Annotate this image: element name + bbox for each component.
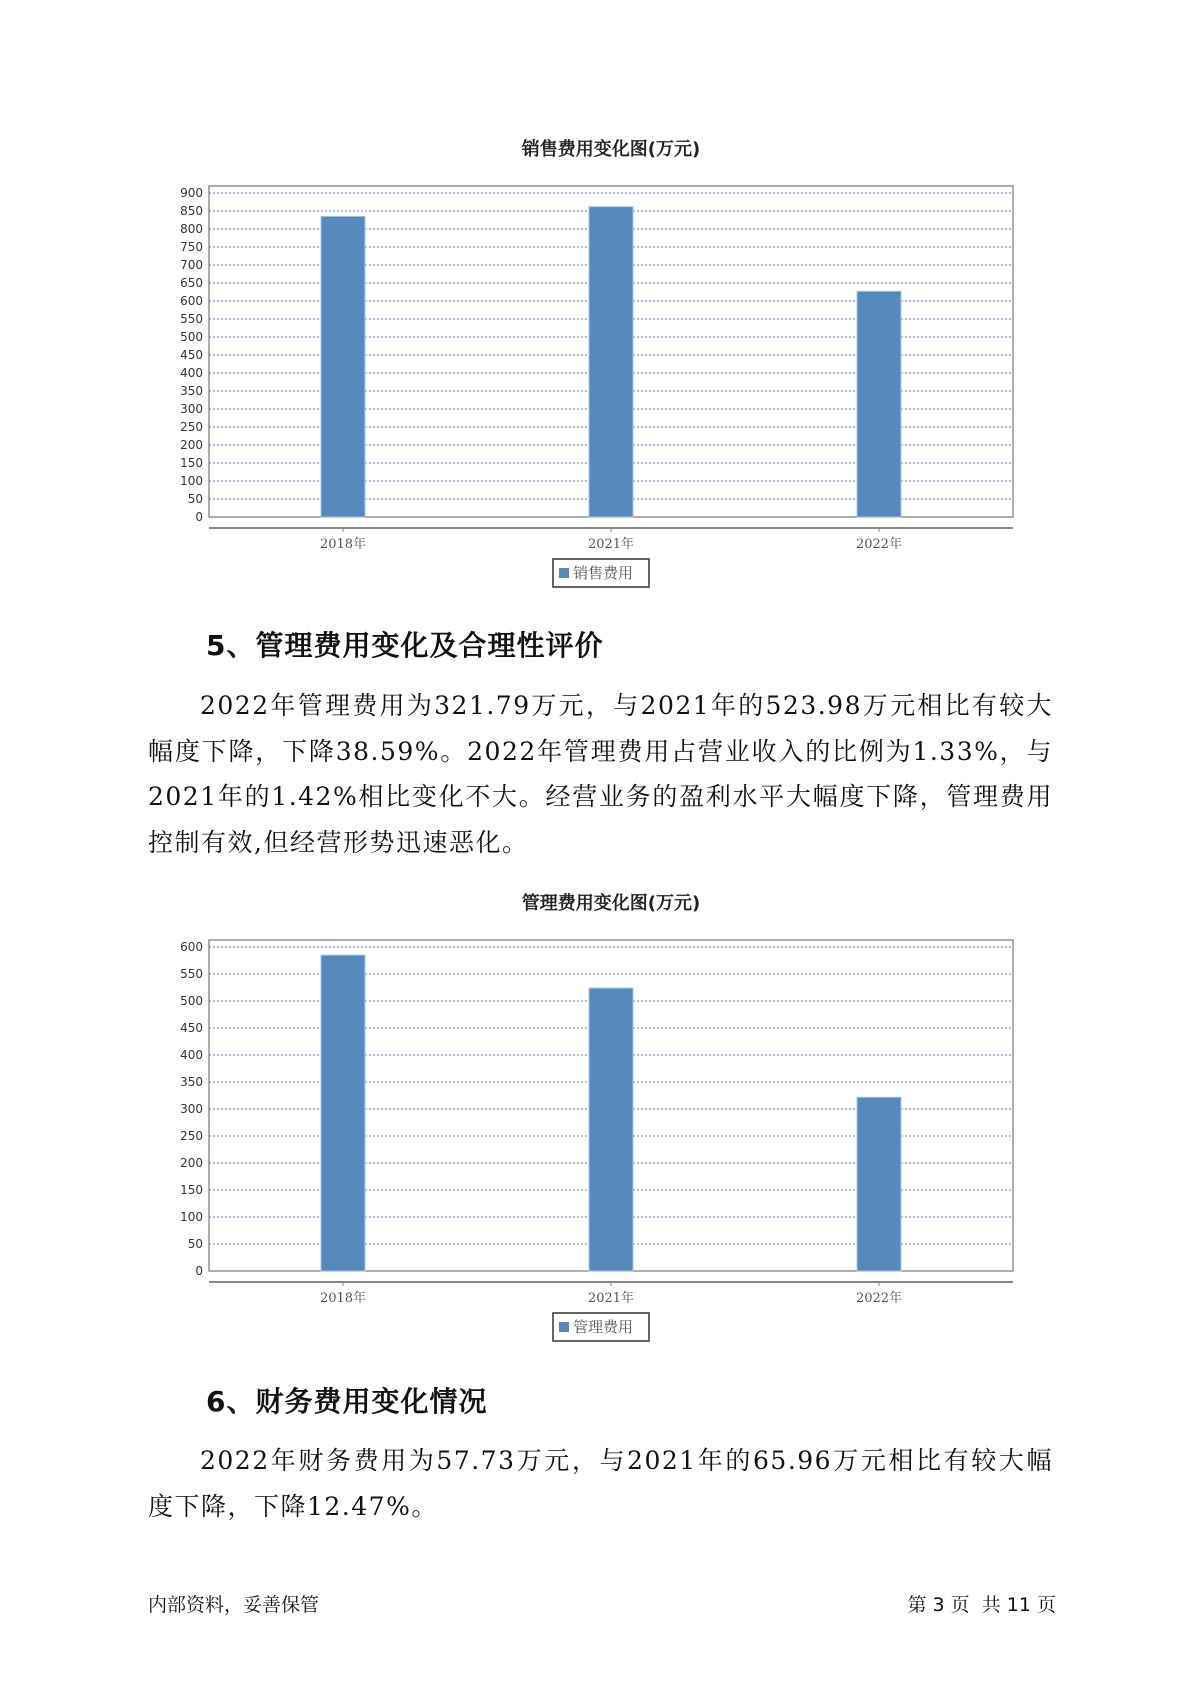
bar-2021年: [589, 207, 633, 517]
y-tick-label: 400: [180, 366, 203, 380]
y-tick-label: 50: [187, 492, 203, 506]
x-tick-label: 2022年: [855, 1291, 903, 1306]
y-tick-label: 650: [180, 276, 203, 290]
y-tick-label: 150: [180, 1183, 203, 1197]
y-tick-label: 300: [180, 1102, 203, 1116]
bar-2018年: [321, 216, 365, 517]
y-tick-label: 600: [180, 940, 203, 954]
admin-expense-chart: [150, 884, 1070, 1354]
y-tick-label: 500: [180, 994, 203, 1008]
chart-svg: [150, 130, 1070, 600]
chart-title: 销售费用变化图(万元): [521, 139, 701, 160]
section5-heading: 5、管理费用变化及合理性评价: [206, 629, 604, 662]
y-tick-label: 550: [180, 967, 203, 981]
y-tick-label: 150: [180, 456, 203, 470]
chart-title: 管理费用变化图(万元): [521, 893, 701, 914]
section6-paragraph: 2022年财务费用为57.73万元，与2021年的65.96万元相比有较大幅度下降，下降12.47%。: [148, 1446, 1053, 1521]
y-tick-label: 400: [180, 1048, 203, 1062]
bar-2022年: [857, 1097, 901, 1271]
y-tick-label: 50: [187, 1237, 203, 1251]
x-tick-label: 2018年: [319, 1291, 367, 1306]
y-tick-label: 550: [180, 312, 203, 326]
legend-label: 管理费用: [573, 1318, 634, 1336]
section5-paragraph: 2022年管理费用为321.79万元，与2021年的523.98万元相比有较大幅度下降，下降38.59%。2022年管理费用占营业收入的比例为1.33%，与2021年的1.42%相比变化不大。经营业务的盈利水平大幅度下降，管理费用控制有效,但经营形势迅速恶化。: [148, 691, 1053, 857]
legend-swatch: [559, 568, 569, 578]
y-tick-label: 350: [180, 1075, 203, 1089]
y-tick-label: 450: [180, 1021, 203, 1035]
x-tick-label: 2021年: [587, 1291, 635, 1306]
bar-2021年: [589, 988, 633, 1271]
y-tick-label: 250: [180, 420, 203, 434]
y-tick-label: 750: [180, 240, 203, 254]
footer-page-number: 第 3 页 共 11 页: [907, 1594, 1056, 1616]
y-tick-label: 200: [180, 438, 203, 452]
y-tick-label: 350: [180, 384, 203, 398]
sales-expense-chart: [150, 130, 1070, 600]
y-tick-label: 100: [180, 474, 203, 488]
y-tick-label: 450: [180, 348, 203, 362]
y-tick-label: 100: [180, 1210, 203, 1224]
y-tick-label: 500: [180, 330, 203, 344]
x-tick-label: 2022年: [855, 537, 903, 552]
y-tick-label: 600: [180, 294, 203, 308]
x-tick-label: 2018年: [319, 537, 367, 552]
y-tick-label: 850: [180, 204, 203, 218]
x-tick-label: 2021年: [587, 537, 635, 552]
chart-svg: [150, 884, 1070, 1354]
y-tick-label: 300: [180, 402, 203, 416]
y-tick-label: 900: [180, 186, 203, 200]
y-tick-label: 200: [180, 1156, 203, 1170]
section6-heading: 6、财务费用变化情况: [206, 1385, 488, 1418]
legend-swatch: [559, 1322, 569, 1332]
y-tick-label: 0: [195, 1264, 203, 1278]
y-tick-label: 700: [180, 258, 203, 272]
y-tick-label: 0: [195, 510, 203, 524]
footer-confidential: 内部资料，妥善保管: [148, 1594, 320, 1616]
y-tick-label: 800: [180, 222, 203, 236]
bar-2022年: [857, 291, 901, 517]
legend-label: 销售费用: [573, 564, 634, 582]
y-tick-label: 250: [180, 1129, 203, 1143]
bar-2018年: [321, 955, 365, 1271]
